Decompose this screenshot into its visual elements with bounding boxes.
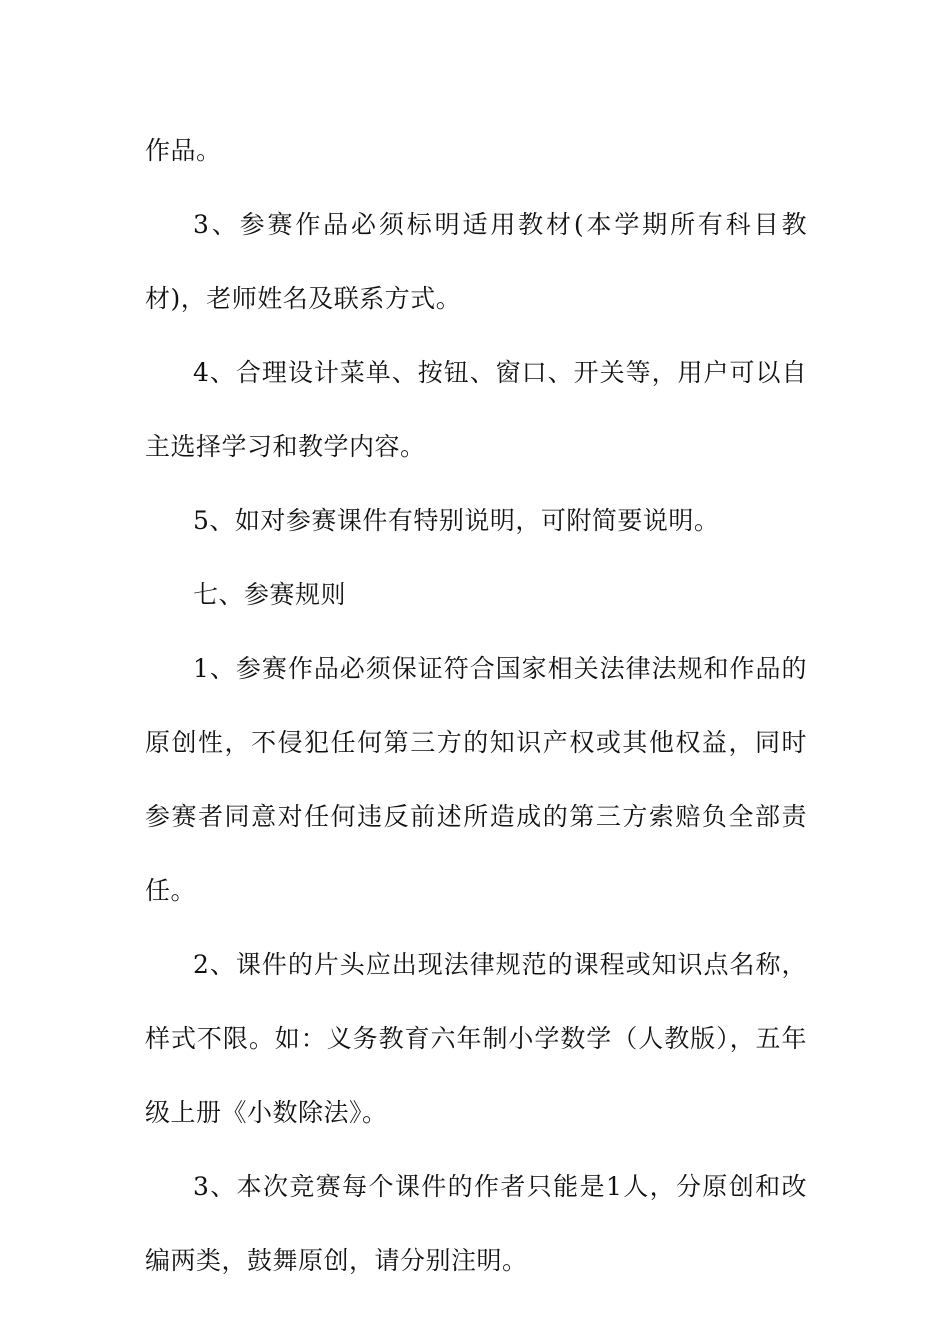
paragraph-item-5: 5、如对参赛课件有特别说明，可附简要说明。	[193, 506, 720, 535]
document-body	[145, 114, 807, 1298]
section-heading-rules: 七、参赛规则	[193, 580, 347, 609]
paragraph-rule-3: 3、本次竞赛每个课件的作者只能是1人，分原创和改编两类，鼓舞原创，请分别注明。	[145, 1172, 807, 1275]
paragraph-rule-1: 1、参赛作品必须保证符合国家相关法律法规和作品的原创性，不侵犯任何第三方的知识产权或其他权益，同时参赛者同意对任何违反前述所造成的第三方索赔负全部责任。	[145, 654, 807, 905]
paragraph-item-3: 3、参赛作品必须标明适用教材(本学期所有科目教材)，老师姓名及联系方式。	[145, 210, 807, 313]
paragraph-rule-2: 2、课件的片头应出现法律规范的课程或知识点名称，样式不限。如：义务教育六年制小学数学（人教版），五年级上册《小数除法》。	[145, 950, 807, 1127]
paragraph-item-4: 4、合理设计菜单、按钮、窗口、开关等，用户可以自主选择学习和教学内容。	[145, 358, 807, 461]
paragraph-continuation: 作品。	[145, 136, 222, 165]
